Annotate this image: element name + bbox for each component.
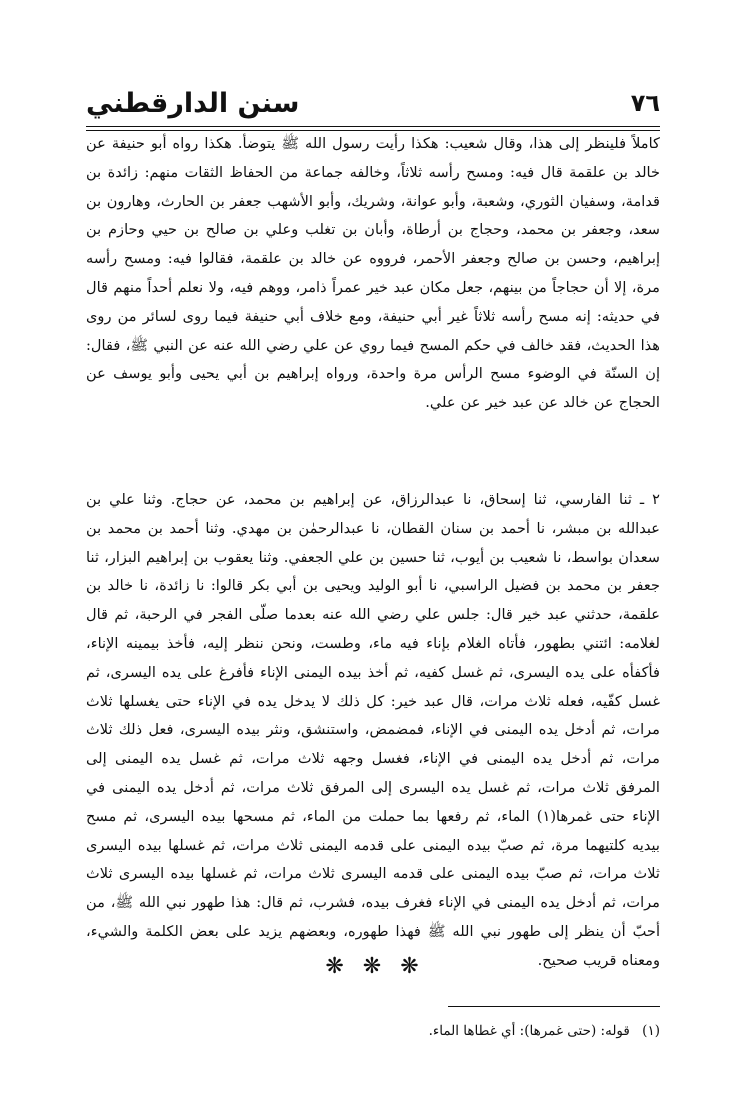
paragraph-hadith-2: ٢ ـ ثنا الفارسي، ثنا إسحاق، نا عبدالرزاق، عن إبراهيم بن محمد، عن حجاج. وثنا علي بن عبدالله بن مبشر، نا أحمد بن سنان القطان، نا عبدالرحمٰن بن مهدي. وثنا أحمد بن محمد بن سعدان بواسط، نا شعيب بن أيوب، ثنا حسين بن علي الجعفي. وثنا يعقوب بن إبراهيم البزار، ثنا جعفر بن محمد بن فضيل الراسبي، نا أبو الوليد ويحيى بن أبي بكر قالوا: نا زائدة، نا خالد بن علقمة، حدثني عبد خير قال: جلس علي رضي الله عنه بعدما صلّى الفجر في الرحبة، ثم قال لغلامه: ائتني بطهور، فأتاه الغلام بإناء فيه ماء، وطست، ونحن ننظر إليه، فأخذ بيمينه الإناء، فأكفأه على يده اليسرى، ثم غسل كفيه، ثم أخذ بيده اليمنى الإناء فأفرغ على يده اليسرى، ثم غسل كفّيه، فعله ثلاث مرات، قال عبد خير: كل ذلك لا يدخل يده في الإناء حتى يغسلها ثلاث مرات، ثم أدخل يده اليمنى في الإناء، فمضمض، واستنشق، ونثر بيده اليسرى، فعل ذلك ثلاث مرات، ثم أدخل يده اليمنى في الإناء، فغسل وجهه ثلاث مرات، ثم غسل يده اليمنى إلى المرفق ثلاث مرات، ثم غسل يده اليسرى إلى المرفق ثلاث مرات، ثم أدخل يده اليمنى في الإناء حتى غمرها(١) الماء، ثم رفعها بما حملت من الماء، ثم مسحها بيده اليسرى، ثم مسح بيديه كلتيهما مرة، ثم صبّ بيده اليمنى على قدمه اليمنى ثلاث مرات، ثم غسلها بيده اليسرى ثلاث مرات، ثم صبّ بيده اليمنى على قدمه اليسرى ثلاث مرات، ثم غسلها بيده اليسرى ثلاث مرات، ثم أدخل يده اليمنى في الإناء فغرف بيده، فشرب، ثم قال: هذا طهور نبي الله ﷺ، من أحبّ أن ينظر إلى طهور نبي الله ﷺ فهذا طهوره، وبعضهم يزيد على بعض الكلمة والشيء، ومعناه قريب صحيح. — [86, 491, 660, 969]
footnote — [86, 1020, 660, 1042]
footnote-text: قوله: (حتى غمرها): أي غطاها الماء. — [428, 1023, 630, 1039]
section-separator: ❋ ❋ ❋ — [325, 954, 425, 979]
footnote-rule — [448, 1006, 660, 1007]
page-number: ٧٦ — [630, 89, 660, 117]
paragraph-commentary: كاملاً فلينظر إلى هذا، وقال شعيب: هكذا رأيت رسول الله ﷺ يتوضأ. هكذا رواه أبو حنيفة عن خالد بن علقمة قال فيه: ومسح رأسه ثلاثاً، وخالفه جماعة من الحفاظ الثقات منهم: زائدة بن قدامة، وسفيان الثوري، وشعبة، وأبو عوانة، وشريك، وأبو الأشهب جعفر بن الحارث، وهارون بن سعد، وجعفر بن محمد، وحجاج بن أرطاة، وأبان بن تغلب وعلي بن صالح بن حيي وحازم بن إبراهيم، وحسن بن صالح وجعفر الأحمر، فرووه عن خالد بن علقمة، فقالوا فيه: ومسح رأسه مرة، إلا أن حجاجاً من بينهم، جعل مكان عبد خير عمراً ذامر، ووهم فيه، ولا نعلم أحداً منهم قال في حديثه: إنه مسح رأسه ثلاثاً غير أبي حنيفة، ومع خلاف أبي حنيفة فيما روى لسائر من روى هذا الحديث، فقد خالف في حكم المسح فيما روي عن علي رضي الله عنه عن النبي ﷺ، فقال: إن السنّة في الوضوء مسح الرأس مرة واحدة، ورواه إبراهيم بن أبي يحيى وأبو يوسف عن الحجاج عن خالد عن عبد خير عن علي. — [86, 135, 660, 412]
header-rule — [86, 126, 660, 127]
book-title: سنن الدارقطني — [86, 87, 300, 119]
page-header — [86, 78, 660, 128]
footnote-number: (١) — [642, 1023, 660, 1039]
